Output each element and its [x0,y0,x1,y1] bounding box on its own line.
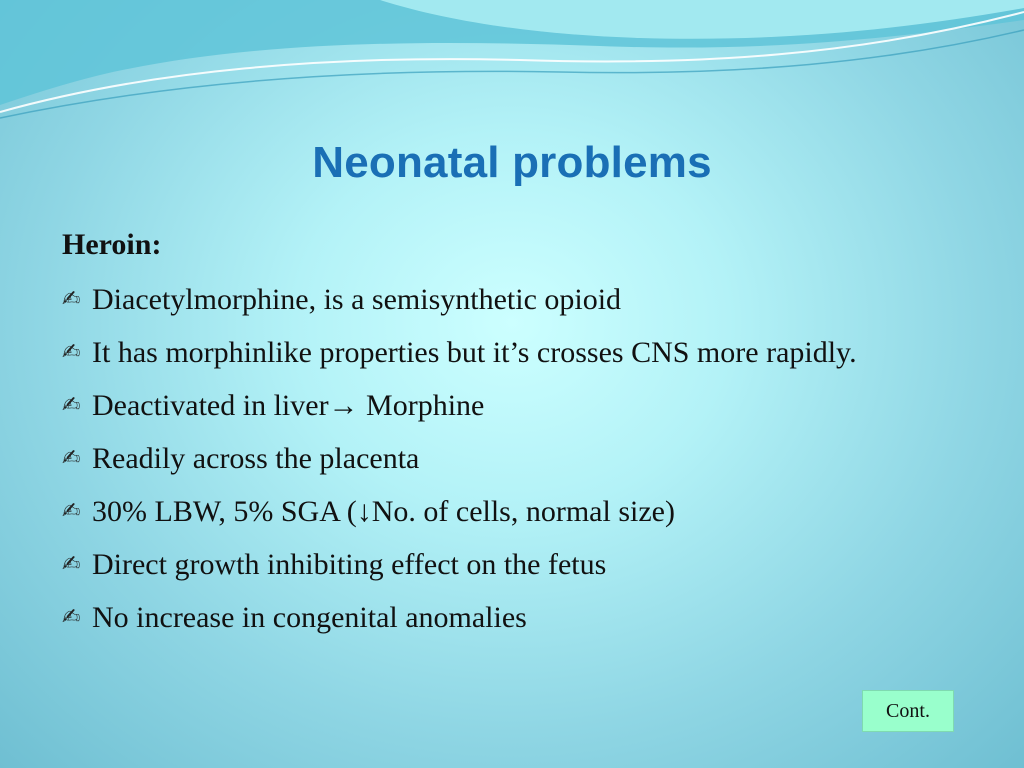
bullet-text: No increase in congenital anomalies [92,601,527,634]
bullet-text: Readily across the placenta [92,442,420,475]
bullet-item [62,491,962,533]
bullet-text: Deactivated in liver→ Morphine [92,389,485,422]
bullet-text: 30% LBW, 5% SGA (↓No. of cells, normal size) [92,495,675,528]
bullet-item [62,597,962,639]
bullet-text: Diacetylmorphine, is a semisynthetic opioid [92,283,622,316]
bullet-text: It has morphinlike properties but it’s crosses CNS more rapidly. [92,336,857,369]
bullet-item [62,385,962,427]
writing-hand-icon: ✍ [62,446,81,471]
bullet-item [62,438,962,480]
slide-content [62,222,962,639]
writing-hand-icon: ✍ [62,605,81,630]
decorative-wave-banner [0,0,1024,140]
slide-title: Neonatal problems [312,138,712,187]
writing-hand-icon: ✍ [62,393,81,418]
writing-hand-icon: ✍ [62,499,81,524]
writing-hand-icon: ✍ [62,287,81,312]
bullet-item [62,544,962,586]
writing-hand-icon: ✍ [62,552,81,577]
bullet-item [62,279,962,321]
section-heading: Heroin: [62,228,162,261]
continued-label: Cont. [862,690,954,732]
writing-hand-icon: ✍ [62,340,81,365]
bullet-item [62,332,962,374]
bullet-text: Direct growth inhibiting effect on the fetus [92,548,607,581]
